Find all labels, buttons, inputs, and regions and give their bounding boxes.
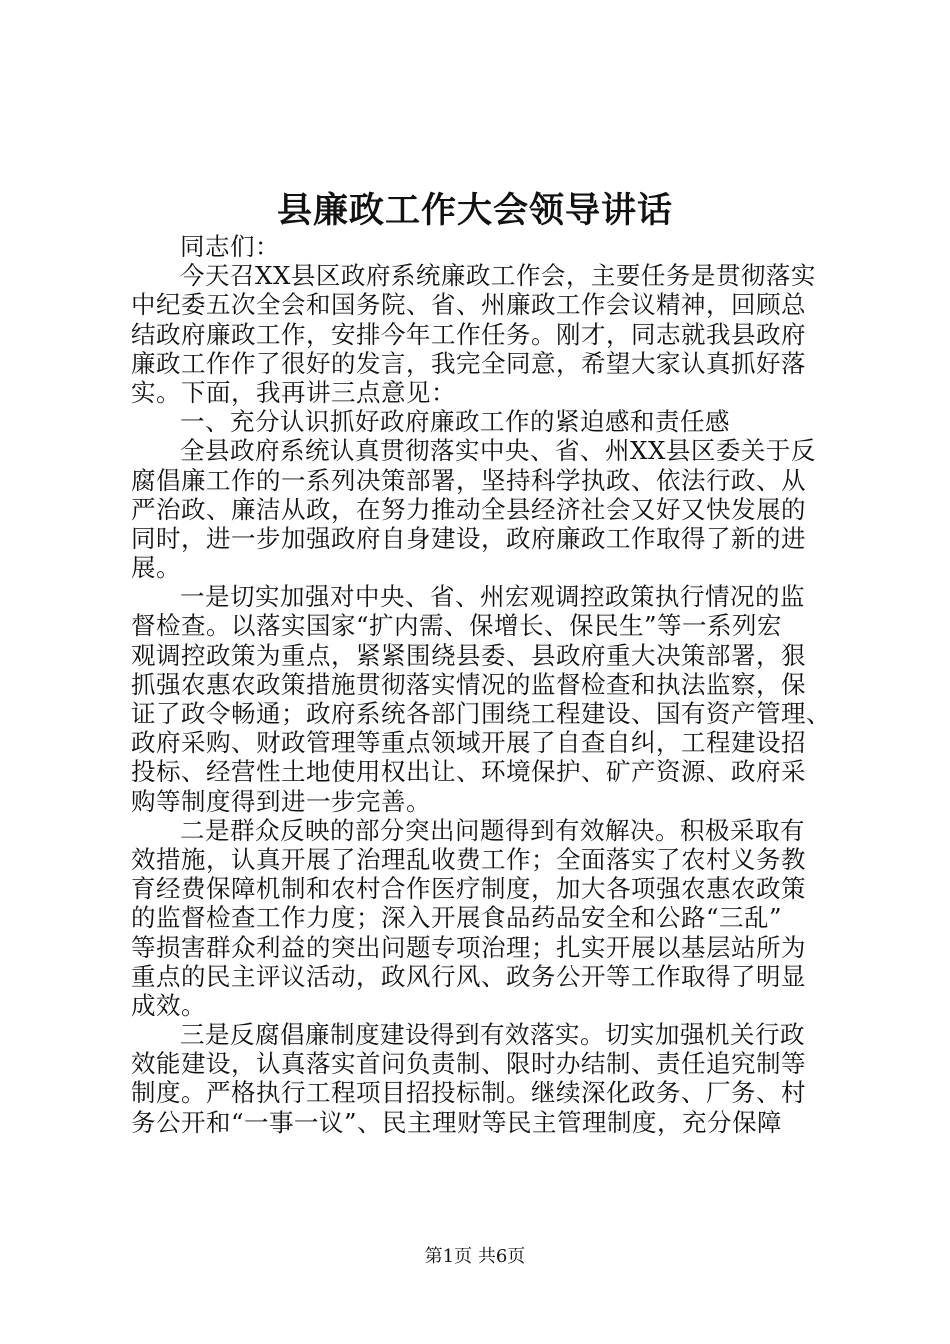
body-text: [131, 232, 831, 1137]
text-line: 效能建设，认真落实首问负责制、限时办结制、责任追究制等: [131, 1049, 806, 1079]
text-line: 购等制度得到进一步完善。: [131, 786, 431, 816]
text-line: 重点的民主评议活动，政风行风、政务公开等工作取得了明显: [131, 961, 806, 991]
page-footer: 第1页 共6页: [424, 1246, 526, 1267]
text-line: 今天召XX县区政府系统廉政工作会，主要任务是贯彻落实: [180, 261, 816, 291]
text-line: 成效。: [131, 990, 206, 1020]
text-line: 严治政、廉洁从政，在努力推动全县经济社会又好又快发展的: [131, 494, 806, 524]
text-line: 投标、经营性土地使用权出让、环境保护、矿产资源、政府采: [131, 757, 806, 787]
page-title: 县廉政工作大会领导讲话: [276, 190, 673, 231]
text-line: 等损害群众利益的突出问题专项治理；扎实开展以基层站所为: [131, 932, 806, 962]
text-line: 督检查。以落实国家“扩内需、保增长、保民生”等一系列宏: [131, 611, 783, 641]
text-line: 全县政府系统认真贯彻落实中央、省、州XX县区委关于反: [180, 436, 816, 466]
text-line: 同志们：: [180, 232, 280, 261]
text-line: 抓强农惠农政策措施贯彻落实情况的监督检查和执法监察，保: [131, 669, 806, 699]
text-line: 一、充分认识抓好政府廉政工作的紧迫感和责任感: [180, 407, 730, 437]
text-line: 的监督检查工作力度；深入开展食品药品安全和公路“三乱”: [131, 903, 783, 933]
text-line: 育经费保障机制和农村合作医疗制度，加大各项强农惠农政策: [131, 874, 806, 904]
text-line: 实。下面，我再讲三点意见：: [131, 377, 456, 407]
text-line: 三是反腐倡廉制度建设得到有效落实。切实加强机关行政: [180, 1020, 805, 1050]
text-line: 同时，进一步加强政府自身建设，政府廉政工作取得了新的进: [131, 523, 806, 553]
text-line: 证了政令畅通；政府系统各部门围绕工程建设、国有资产管理、: [131, 699, 831, 728]
text-line: 腐倡廉工作的一系列决策部署，坚持科学执政、依法行政、从: [131, 465, 806, 495]
text-line: 观调控政策为重点，紧紧围绕县委、县政府重大决策部署，狠: [131, 640, 806, 670]
text-line: 制度。严格执行工程项目招投标制。继续深化政务、厂务、村: [131, 1078, 806, 1108]
text-line: 中纪委五次全会和国务院、省、州廉政工作会议精神，回顾总: [131, 290, 806, 320]
text-line: 务公开和“一事一议”、民主理财等民主管理制度，充分保障: [131, 1107, 783, 1137]
text-line: 二是群众反映的部分突出问题得到有效解决。积极采取有: [180, 815, 805, 845]
text-line: 展。: [131, 553, 181, 583]
text-line: 廉政工作作了很好的发言，我完全同意，希望大家认真抓好落: [131, 348, 806, 378]
text-line: 一是切实加强对中央、省、州宏观调控政策执行情况的监: [180, 582, 805, 612]
text-line: 结政府廉政工作，安排今年工作任务。刚才，同志就我县政府: [131, 319, 806, 349]
text-line: 政府采购、财政管理等重点领域开展了自查自纠，工程建设招: [131, 728, 806, 758]
text-line: 效措施，认真开展了治理乱收费工作；全面落实了农村义务教: [131, 844, 806, 874]
